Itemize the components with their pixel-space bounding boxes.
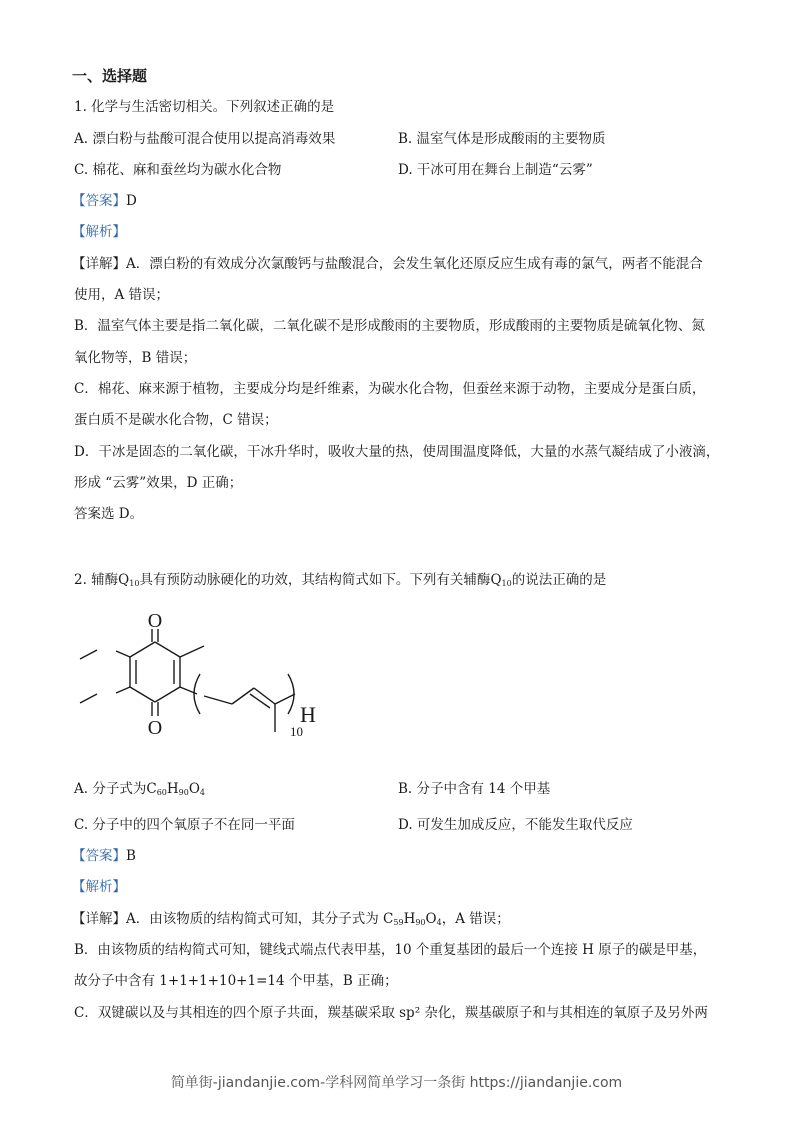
formula-o-count: 4 [199, 788, 206, 797]
methoxy-bond [116, 687, 130, 693]
coenzyme-q10-structure [70, 612, 340, 752]
q2-stem [74, 571, 606, 593]
carbonyl-oxygen-top: O [147, 612, 163, 632]
q2-option-d: D. 可发生加成反应，不能发生取代反应 [398, 817, 633, 833]
q2-detail-line-4: C．双键碳以及与其相连的四个原子共面，羰基碳采取 sp² 杂化，羰基碳原子和与其相连的氧原子及另外两 [74, 1005, 708, 1021]
right-paren [288, 674, 294, 714]
section-title: 一、选择题 [72, 67, 148, 85]
methoxy-bond [116, 651, 130, 657]
q1-detail-text-1: A．漂白粉的有效成分次氯酸钙与盐酸混合，会发生氧化还原反应生成有毒的氯气，两者不能混合 [126, 256, 703, 272]
q1-detail-line-4: 氧化物等，B 错误； [74, 350, 197, 366]
q10-subscript: 10 [129, 579, 140, 588]
q10-label-1 [118, 572, 139, 588]
q2-detail-text-1b: ，A 错误； [441, 911, 510, 927]
formula-c: C [146, 781, 157, 797]
q10-label-2 [490, 572, 511, 588]
q1-option-a: A. 漂白粉与盐酸可混合使用以提高消毒效果 [74, 131, 336, 147]
q1-detail-line-3: B．温室气体主要是指二氧化碳，二氧化碳不是形成酸雨的主要物质，形成酸雨的主要物质是硫氧化物、氮 [74, 318, 705, 334]
q1-detail-line-2: 使用，A 错误； [74, 287, 170, 303]
q1-detail-line-5: C．棉花、麻来源于植物，主要成分均是纤维素，为碳水化合物，但蚕丝来源于动物，主要成分是蛋白质， [74, 381, 706, 397]
formula-c60h90o4 [146, 781, 205, 797]
q2-formula-o-count: 4 [436, 918, 442, 927]
q1-answer: D [126, 193, 137, 209]
ring-bond [130, 687, 155, 702]
q2-stem-c: 的说法正确的是 [511, 572, 607, 588]
ring-bond [155, 687, 180, 702]
page-footer-watermark: 简单街-jiandanjie.com-学科网简单学习一条街 https://jiandanjie.com [170, 1075, 623, 1091]
q2-stem-a: 2. 辅酶 [74, 572, 119, 588]
q2-detail-text-1: A．由该物质的结构简式可知，其分子式为 C [126, 911, 394, 927]
q2-detail-line-2: B．由该物质的结构简式可知，键线式端点代表甲基，10 个重复基团的最后一个连接 H 原子的碳是甲基， [74, 942, 707, 958]
methyl-bond [180, 646, 204, 657]
q2-analysis-tag: 【解析】 [72, 879, 126, 895]
methoxy-bond [80, 650, 97, 659]
chain-double-bond [254, 688, 275, 704]
q1-detail-line-9: 答案选 D。 [74, 506, 144, 522]
formula-h-count: 90 [178, 788, 189, 797]
q2-detail-line-3: 故分子中含有 1+1+1+10+1=14 个甲基，B 正确； [74, 973, 398, 989]
q2-formula-h-count: 90 [415, 918, 426, 927]
q2-formula-c-count: 59 [393, 918, 404, 927]
ring-bond [155, 642, 180, 657]
q2-answer-row [72, 847, 136, 865]
q2-option-a [74, 780, 205, 802]
chain-bond [204, 696, 232, 704]
q1-option-d: D. 干冰可用在舞台上制造“云雾” [398, 162, 593, 178]
q10-letter: Q [490, 572, 502, 588]
q1-stem: 1. 化学与生活密切相关。下列叙述正确的是 [74, 99, 335, 115]
q2-option-c: C. 分子中的四个氧原子不在同一平面 [74, 817, 295, 833]
chain-bond [275, 694, 295, 704]
q2-answer: B [126, 848, 136, 864]
q1-option-c: C. 棉花、麻和蚕丝均为碳水化合物 [74, 162, 282, 178]
q10-subscript: 10 [501, 579, 512, 588]
q2-detail-tag: 【详解】 [72, 911, 126, 927]
q1-detail-line-1 [72, 255, 703, 273]
q2-detail-line-1 [72, 910, 510, 932]
q2-formula-o: O [425, 911, 437, 927]
methoxy-bond [80, 694, 97, 703]
q2-option-b: B. 分子中含有 14 个甲基 [398, 781, 551, 797]
q1-option-b: B. 温室气体是形成酸雨的主要物质 [398, 131, 606, 147]
q1-answer-tag: 【答案】 [72, 193, 126, 209]
q10-letter: Q [118, 572, 130, 588]
formula-o: O [188, 781, 200, 797]
chain-bond [232, 688, 254, 704]
repeat-count: 10 [290, 724, 303, 739]
q1-detail-tag: 【详解】 [72, 256, 126, 272]
q1-answer-row [72, 192, 137, 210]
terminal-hydrogen: H [300, 702, 316, 727]
carbonyl-oxygen-bottom: O [147, 717, 163, 739]
ring-bond [130, 642, 155, 657]
q1-detail-line-8: 形成 “云雾”效果，D 正确； [74, 475, 243, 491]
q2-formula-h: H [403, 911, 416, 927]
q2-answer-tag: 【答案】 [72, 848, 126, 864]
q1-detail-line-7: D．干冰是固态的二氧化碳，干冰升华时，吸收大量的热，使周围温度降低，大量的水蒸气凝结成了小液滴， [74, 444, 720, 460]
q1-detail-line-6: 蛋白质不是碳水化合物，C 错误； [74, 412, 278, 428]
formula-c-count: 60 [156, 788, 167, 797]
chain-double-bond [250, 694, 270, 708]
q2-option-a-text: A. 分子式为 [74, 781, 147, 797]
q2-stem-b: 具有预防动脉硬化的功效，其结构简式如下。下列有关辅酶 [139, 572, 491, 588]
q1-analysis-tag: 【解析】 [72, 224, 126, 240]
formula-h: H [166, 781, 179, 797]
